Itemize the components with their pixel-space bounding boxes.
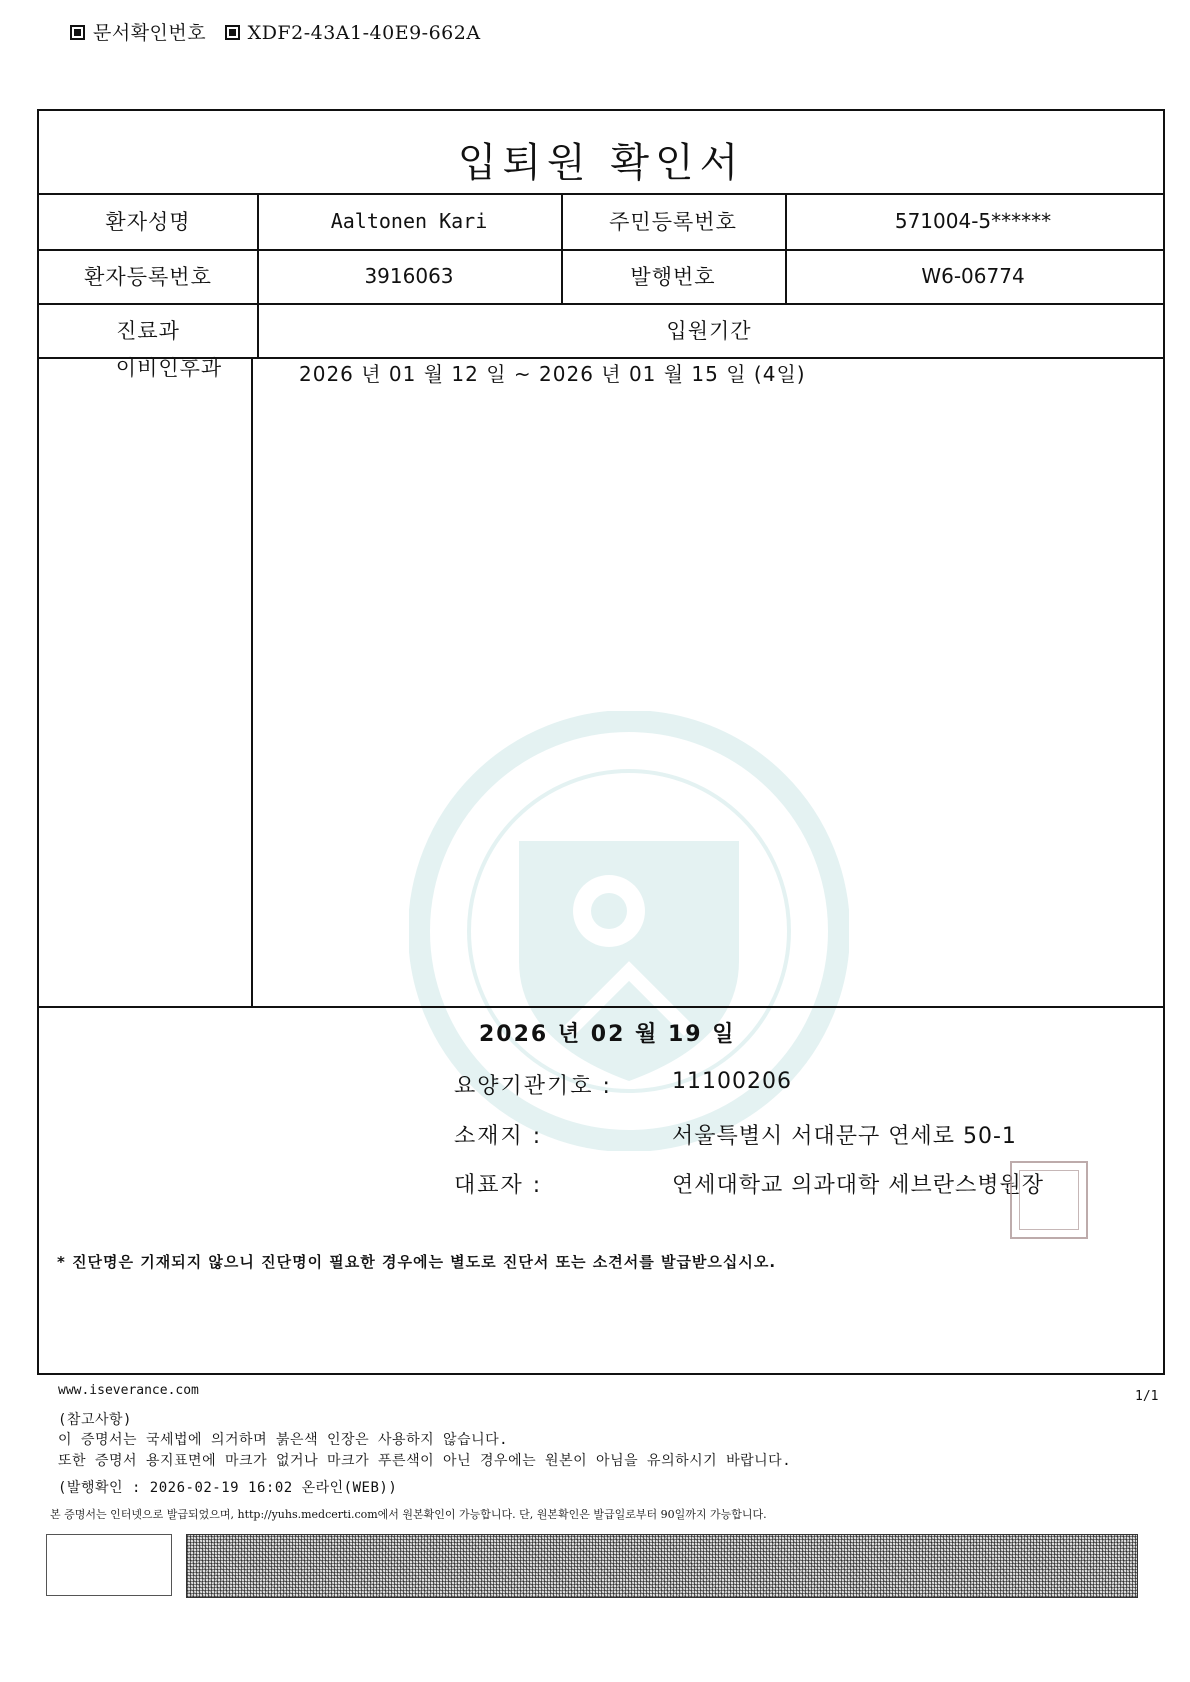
certificate-frame bbox=[37, 109, 1165, 1375]
seal-inner-border bbox=[1019, 1170, 1079, 1230]
website-url: www.iseverance.com bbox=[58, 1383, 199, 1398]
patient-reg-label: 환자등록번호 bbox=[84, 265, 212, 289]
address-value: 서울특별시 서대문구 연세로 50-1 bbox=[672, 1124, 1017, 1149]
reference-line-2: 또한 증명서 용지표면에 마크가 없거나 마크가 푸른색이 아닌 경우에는 원본이 아님을 유의하시기 바랍니다. bbox=[58, 1453, 792, 1469]
representative-value: 연세대학교 의과대학 세브란스병원장 bbox=[672, 1173, 1045, 1198]
issue-no-label: 발행번호 bbox=[630, 265, 716, 289]
online-issue-note: 본 증명서는 인터넷으로 발급되었으며, http://yuhs.medcerti.com에서 원본확인이 가능합니다. 단, 원본확인은 발급일로부터 90일까지 가능합니다. bbox=[50, 1508, 767, 1521]
divider bbox=[251, 357, 253, 1006]
square-bullet-icon bbox=[225, 25, 240, 40]
document-number-line bbox=[70, 18, 481, 45]
official-seal-icon bbox=[1010, 1161, 1088, 1239]
issue-confirmation: (발행확인 : 2026-02-19 16:02 온라인(WEB)) bbox=[58, 1480, 398, 1496]
dept-label: 진료과 bbox=[116, 319, 180, 343]
patient-reg-value: 3916063 bbox=[364, 264, 454, 288]
doc-no-value: XDF2-43A1-40E9-662A bbox=[247, 22, 481, 44]
divider bbox=[39, 1006, 1163, 1008]
issue-date: 2026 년 02 월 19 일 bbox=[479, 1022, 736, 1047]
page-number: 1/1 bbox=[1135, 1389, 1159, 1404]
square-bullet-icon bbox=[70, 25, 85, 40]
patient-name-value: Aaltonen Kari bbox=[330, 209, 488, 233]
certificate-title: 입퇴원 확인서 bbox=[457, 139, 745, 186]
resident-no-value: 571004-5****** bbox=[894, 209, 1052, 233]
doc-no-label: 문서확인번호 bbox=[93, 22, 207, 44]
period-label: 입원기간 bbox=[666, 319, 752, 343]
reference-title: (참고사항) bbox=[58, 1412, 132, 1428]
period-value: 2026 년 01 월 12 일 ~ 2026 년 01 월 15 일 (4일) bbox=[299, 362, 806, 386]
patient-name-label: 환자성명 bbox=[105, 210, 191, 234]
blank-box bbox=[46, 1534, 172, 1596]
diagnosis-note: * 진단명은 기재되지 않으니 진단명이 필요한 경우에는 별도로 진단서 또는 소견서를 발급받으십시오. bbox=[57, 1253, 777, 1271]
dept-value: 이비인후과 bbox=[115, 356, 223, 380]
institution-code-value: 11100206 bbox=[672, 1069, 792, 1094]
address-label: 소재지 : bbox=[454, 1124, 543, 1149]
institution-code-label: 요양기관기호 : bbox=[454, 1074, 612, 1099]
security-barcode bbox=[186, 1534, 1138, 1598]
issue-no-value: W6-06774 bbox=[921, 264, 1025, 288]
resident-no-label: 주민등록번호 bbox=[609, 210, 737, 234]
reference-line-1: 이 증명서는 국세법에 의거하며 붉은색 인장은 사용하지 않습니다. bbox=[58, 1432, 509, 1448]
representative-label: 대표자 : bbox=[454, 1173, 543, 1198]
